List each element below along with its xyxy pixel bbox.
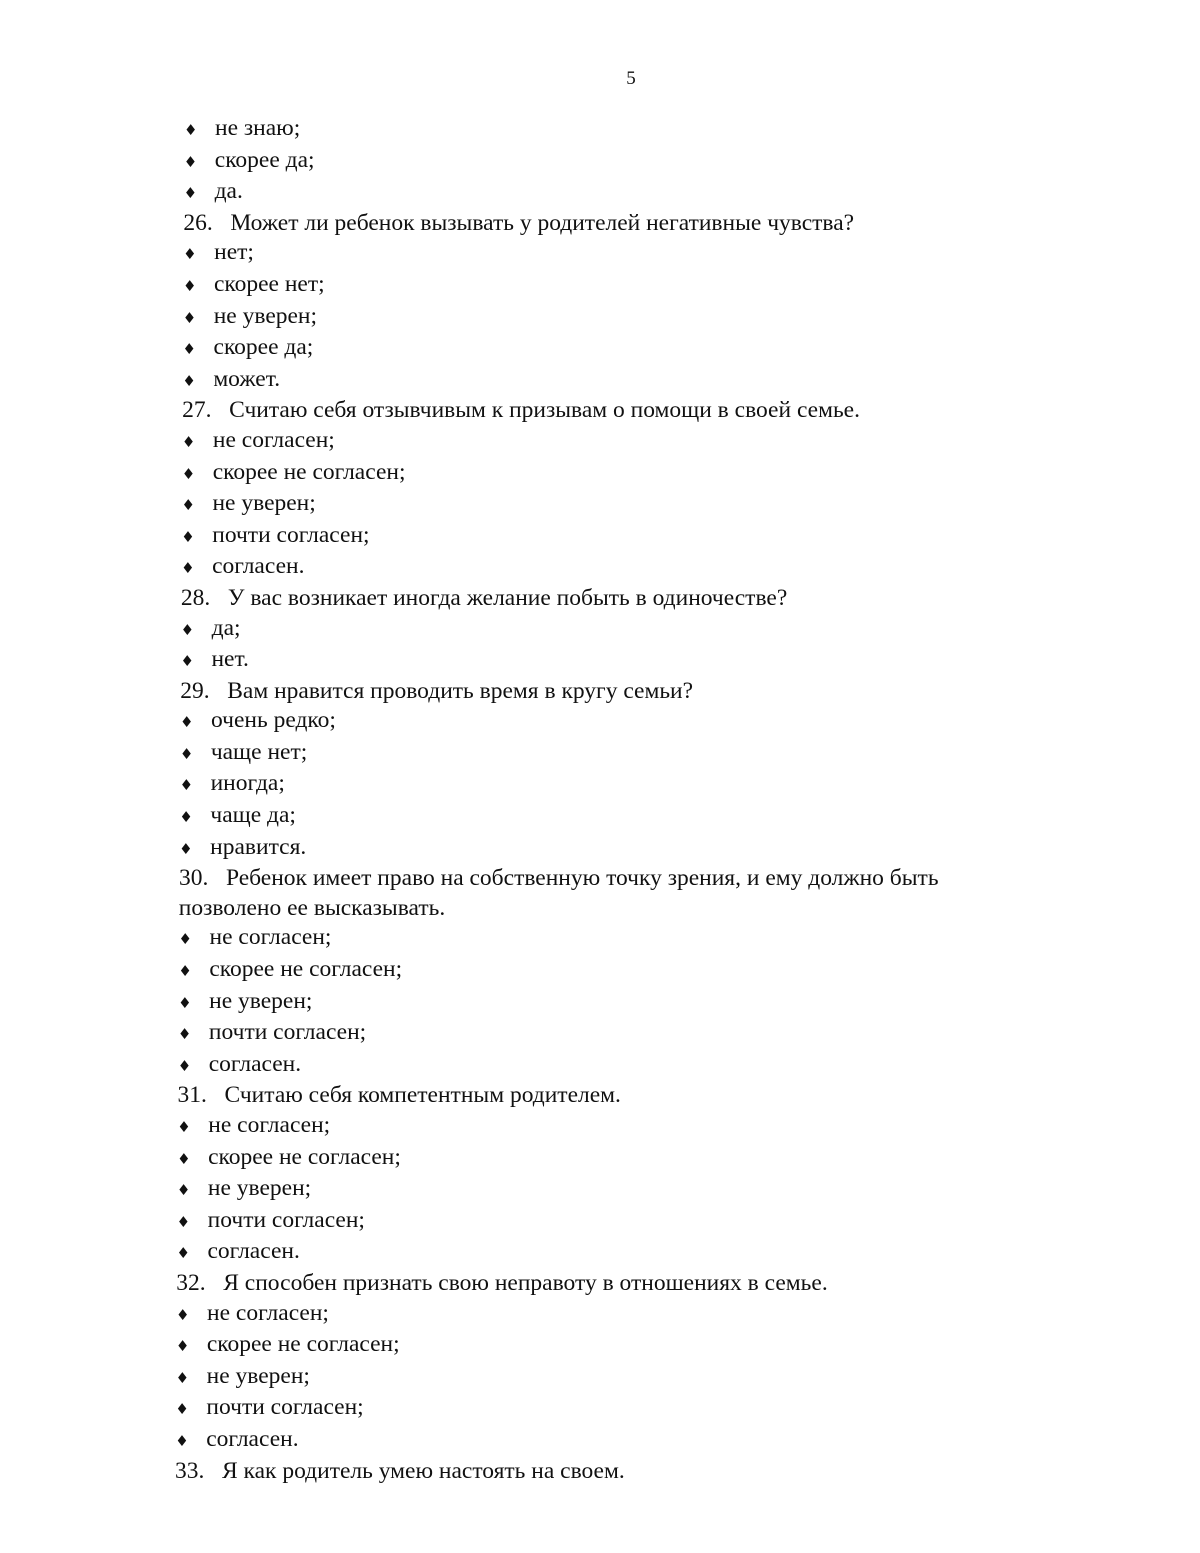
diamond-bullet-icon: ♦ (178, 930, 192, 949)
answer-option-text: скорее да; (213, 334, 314, 361)
answer-option-text: не согласен; (212, 426, 335, 453)
answer-option (0, 645, 1200, 677)
answer-option (0, 552, 1200, 584)
diamond-bullet-icon: ♦ (180, 652, 194, 671)
answer-option (0, 489, 1200, 521)
answer-option-text: согласен. (207, 1238, 300, 1265)
answer-option-text: нет. (211, 646, 249, 673)
answer-option-text: иногда; (210, 770, 285, 797)
question-number: 33. (175, 1457, 205, 1484)
answer-option (0, 1143, 1200, 1175)
diamond-bullet-icon: ♦ (183, 245, 197, 264)
answer-option-text: нет; (214, 239, 254, 266)
question-text: Я способен признать свою неправоту в отношениях в семье. (223, 1269, 828, 1296)
answer-option-text: скорее да; (214, 146, 315, 173)
diamond-bullet-icon: ♦ (176, 1244, 190, 1263)
question (0, 1081, 1200, 1111)
answer-option-text: не согласен; (209, 924, 332, 951)
answer-option-text: не уверен; (206, 1362, 310, 1389)
answer-option-text: да. (214, 178, 243, 205)
answer-option-text: согласен. (208, 1050, 302, 1077)
diamond-bullet-icon: ♦ (183, 152, 198, 171)
answer-option-text: согласен. (206, 1425, 299, 1452)
answer-option (0, 1206, 1200, 1238)
answer-option (0, 302, 1200, 334)
answer-option-text: не знаю; (215, 115, 301, 141)
question-number: 26. (183, 209, 213, 236)
diamond-bullet-icon: ♦ (182, 276, 197, 295)
questionnaire-body (0, 114, 1200, 1486)
answer-option (0, 738, 1200, 770)
diamond-bullet-icon: ♦ (175, 1400, 189, 1419)
question-number: 29. (180, 677, 210, 704)
answer-option-text: не уверен; (213, 302, 318, 329)
answer-option (0, 146, 1200, 178)
diamond-bullet-icon: ♦ (184, 121, 198, 139)
question-number: 32. (176, 1269, 206, 1296)
question-text-continuation: позволено ее высказывать. (178, 894, 446, 921)
diamond-bullet-icon: ♦ (179, 808, 193, 827)
diamond-bullet-icon: ♦ (176, 1305, 190, 1324)
answer-option (0, 458, 1200, 490)
question (0, 209, 1200, 239)
answer-option-text: скорее не согласен; (206, 1331, 400, 1358)
answer-option (0, 801, 1200, 833)
answer-option-text: да; (211, 614, 241, 641)
question-text: Вам нравится проводить время в кругу семьи? (227, 677, 694, 704)
question-text: У вас возникает иногда желание побыть в одиночестве? (227, 584, 788, 611)
question-text: Считаю себя компетентным родителем. (224, 1082, 621, 1109)
answer-option-text: скорее нет; (213, 270, 325, 297)
question (0, 1457, 1200, 1487)
answer-option (0, 1111, 1200, 1143)
diamond-bullet-icon: ♦ (177, 1149, 191, 1168)
diamond-bullet-icon: ♦ (175, 1431, 189, 1450)
diamond-bullet-icon: ♦ (180, 620, 195, 639)
question (0, 677, 1200, 707)
answer-option-text: не уверен; (207, 1175, 312, 1202)
diamond-bullet-icon: ♦ (181, 559, 195, 578)
diamond-bullet-icon: ♦ (181, 527, 195, 546)
answer-option (0, 1174, 1200, 1206)
diamond-bullet-icon: ♦ (179, 744, 194, 763)
answer-option (0, 521, 1200, 553)
diamond-bullet-icon: ♦ (177, 1025, 192, 1044)
answer-option-text: чаще да; (210, 802, 296, 829)
answer-option (0, 955, 1200, 987)
diamond-bullet-icon: ♦ (176, 1181, 191, 1200)
answer-option-text: чаще нет; (210, 738, 308, 765)
answer-option (0, 238, 1200, 270)
question-text: Ребенок имеет право на собственную точку зрения, и ему должно быть (225, 865, 939, 892)
question (0, 584, 1200, 614)
diamond-bullet-icon: ♦ (182, 371, 196, 390)
question-number: 28. (180, 584, 211, 611)
answer-option (0, 114, 1200, 146)
question-number: 30. (178, 865, 209, 892)
question-number: 27. (182, 397, 212, 424)
answer-option (0, 1330, 1200, 1362)
diamond-bullet-icon: ♦ (181, 464, 196, 483)
question (0, 1269, 1200, 1299)
diamond-bullet-icon: ♦ (178, 993, 192, 1012)
diamond-bullet-icon: ♦ (178, 962, 192, 981)
answer-option (0, 1237, 1200, 1269)
answer-option-text: почти согласен; (208, 1019, 367, 1046)
question-number: 31. (177, 1082, 207, 1109)
answer-option (0, 769, 1200, 801)
answer-option-text: почти согласен; (207, 1206, 365, 1233)
answer-option (0, 706, 1200, 738)
answer-option (0, 333, 1200, 365)
diamond-bullet-icon: ♦ (182, 308, 197, 327)
answer-option-text: скорее не согласен; (209, 956, 403, 983)
question-text: Может ли ребенок вызывать у родителей негативные чувства? (230, 209, 855, 236)
diamond-bullet-icon: ♦ (177, 1118, 191, 1136)
answer-option-text: скорее не согласен; (208, 1143, 401, 1170)
diamond-bullet-icon: ♦ (179, 839, 193, 858)
answer-option (0, 177, 1200, 209)
diamond-bullet-icon: ♦ (176, 1212, 191, 1231)
answer-option-text: почти согласен; (212, 521, 370, 548)
answer-option (0, 1050, 1200, 1082)
diamond-bullet-icon: ♦ (181, 496, 195, 515)
answer-option-text: не уверен; (212, 490, 316, 517)
answer-option-text: может. (213, 365, 281, 392)
question (0, 864, 1200, 894)
diamond-bullet-icon: ♦ (182, 340, 196, 359)
diamond-bullet-icon: ♦ (179, 776, 194, 795)
answer-option (0, 270, 1200, 302)
diamond-bullet-icon: ♦ (180, 713, 194, 732)
answer-option-text: не согласен; (208, 1112, 331, 1138)
diamond-bullet-icon: ♦ (175, 1368, 190, 1387)
answer-option-text: очень редко; (211, 707, 336, 734)
diamond-bullet-icon: ♦ (183, 184, 198, 203)
diamond-bullet-icon: ♦ (181, 432, 196, 451)
answer-option (0, 987, 1200, 1019)
answer-option-text: скорее не согласен; (212, 458, 406, 485)
answer-option (0, 1425, 1200, 1457)
answer-option (0, 1393, 1200, 1425)
answer-option-text: не согласен; (207, 1299, 329, 1326)
answer-option (0, 614, 1200, 646)
diamond-bullet-icon: ♦ (175, 1337, 190, 1356)
answer-option (0, 365, 1200, 397)
page-number: 5 (626, 68, 636, 89)
answer-option (0, 1018, 1200, 1050)
question (0, 396, 1200, 426)
answer-option (0, 833, 1200, 865)
answer-option-text: почти согласен; (206, 1394, 364, 1421)
answer-option (0, 1299, 1200, 1331)
answer-option (0, 426, 1200, 458)
answer-option-text: нравится. (210, 833, 307, 860)
question-text: Считаю себя отзывчивым к призывам о помощи в своей семье. (229, 397, 860, 424)
answer-option (0, 923, 1200, 955)
answer-option (0, 1362, 1200, 1394)
answer-option-text: не уверен; (209, 987, 313, 1014)
diamond-bullet-icon: ♦ (177, 1056, 192, 1075)
answer-option-text: согласен. (212, 553, 305, 580)
question-text: Я как родитель умею настоять на своем. (222, 1457, 625, 1484)
